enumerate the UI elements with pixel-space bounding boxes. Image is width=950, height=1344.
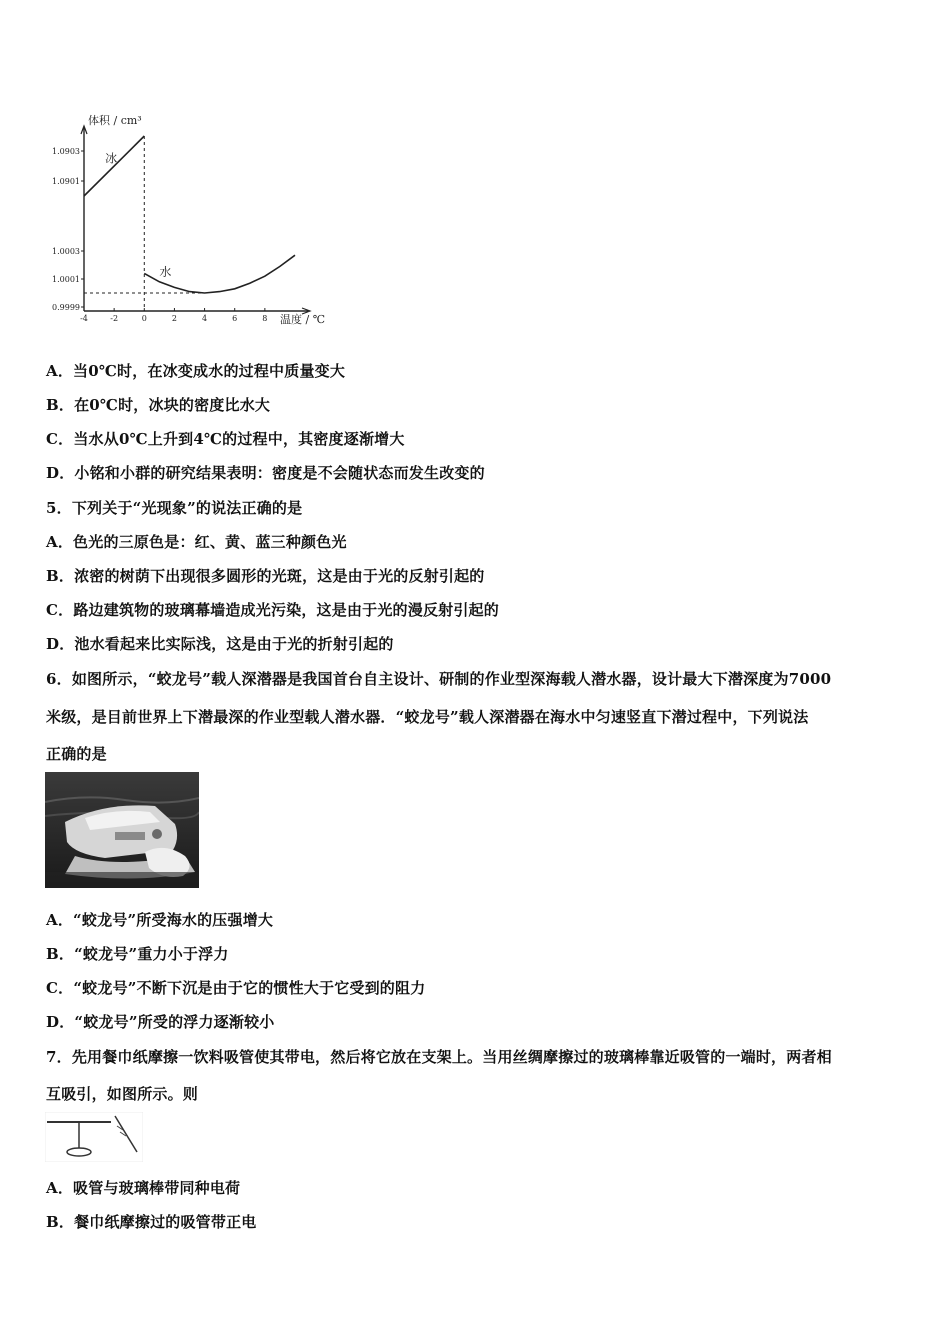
q6-option-d: D．“蛟龙号”所受的浮力逐渐较小 xyxy=(46,1013,275,1031)
q7-stem-line1: 7．先用餐巾纸摩擦一饮料吸管使其带电，然后将它放在支架上。当用丝绸摩擦过的玻璃棒靠近吸管的一端时，两者相 xyxy=(46,1048,832,1066)
x-tick-label-6: 8 xyxy=(262,314,268,323)
x-tick-label-2: 0 xyxy=(141,314,147,323)
q6-option-a: A．“蛟龙号”所受海水的压强增大 xyxy=(46,911,274,929)
x-tick-label-3: 2 xyxy=(171,314,177,323)
q7-option-a: A．吸管与玻璃棒带同种电荷 xyxy=(46,1179,241,1197)
q5-option-c: C．路边建筑物的玻璃幕墙造成光污染，这是由于光的漫反射引起的 xyxy=(46,601,499,619)
q6-stem-line1: 6．如图所示，“蛟龙号”载人深潜器是我国首台自主设计、研制的作业型深海载人潜水器，设计最大下潜深度为7000 xyxy=(46,670,832,688)
y-axis-label: 体积 / cm³ xyxy=(88,114,142,127)
q5-stem: 5．下列关于“光现象”的说法正确的是 xyxy=(46,499,303,517)
q6-option-c: C．“蛟龙号”不断下沉是由于它的惯性大于它受到的阻力 xyxy=(46,979,426,997)
q6-stem-line2: 米级，是目前世界上下潜最深的作业型载人潜水器．“蛟龙号”载人深潜器在海水中匀速竖直下潜过程中，下列说法 xyxy=(46,708,809,726)
y-tick-label-1: 1.0901 xyxy=(52,177,80,186)
q7-stem-line2: 互吸引，如图所示。则 xyxy=(46,1085,199,1103)
q5-option-d: D．池水看起来比实际浅，这是由于光的折射引起的 xyxy=(46,635,394,653)
straw-stand-figure xyxy=(45,1112,143,1162)
series-ice-line xyxy=(84,136,144,196)
y-tick-label-0: 1.0903 xyxy=(52,147,80,156)
q7-option-b: B．餐巾纸摩擦过的吸管带正电 xyxy=(46,1213,257,1231)
series-ice-label: 冰 xyxy=(105,151,118,166)
x-tick-label-1: -2 xyxy=(110,314,119,323)
submersible-photo xyxy=(45,772,199,888)
q6-option-b: B．“蛟龙号”重力小于浮力 xyxy=(46,945,229,963)
y-tick-label-3: 1.0001 xyxy=(52,275,80,284)
q5-option-a: A．色光的三原色是：红、黄、蓝三种颜色光 xyxy=(46,533,347,551)
x-tick-label-4: 4 xyxy=(202,314,208,323)
q4-option-b: B．在0℃时，冰块的密度比水大 xyxy=(46,396,271,414)
q4-option-d: D．小铭和小群的研究结果表明：密度是不会随状态而发生改变的 xyxy=(46,464,485,482)
x-tick-label-0: -4 xyxy=(80,314,88,323)
volume-temperature-chart xyxy=(40,108,340,328)
y-tick-label-2: 1.0003 xyxy=(52,247,80,256)
y-tick-label-4: 0.9999 xyxy=(52,303,80,312)
x-axis-label: 温度 / ℃ xyxy=(280,313,326,326)
q4-option-c: C．当水从0℃上升到4℃的过程中，其密度逐渐增大 xyxy=(46,430,405,448)
x-tick-label-5: 6 xyxy=(232,314,238,323)
series-water-label: 水 xyxy=(159,265,172,280)
q5-option-b: B．浓密的树荫下出现很多圆形的光斑，这是由于光的反射引起的 xyxy=(46,567,485,585)
q4-option-a: A．当0℃时，在冰变成水的过程中质量变大 xyxy=(46,362,346,380)
q6-stem-line3: 正确的是 xyxy=(46,745,107,763)
